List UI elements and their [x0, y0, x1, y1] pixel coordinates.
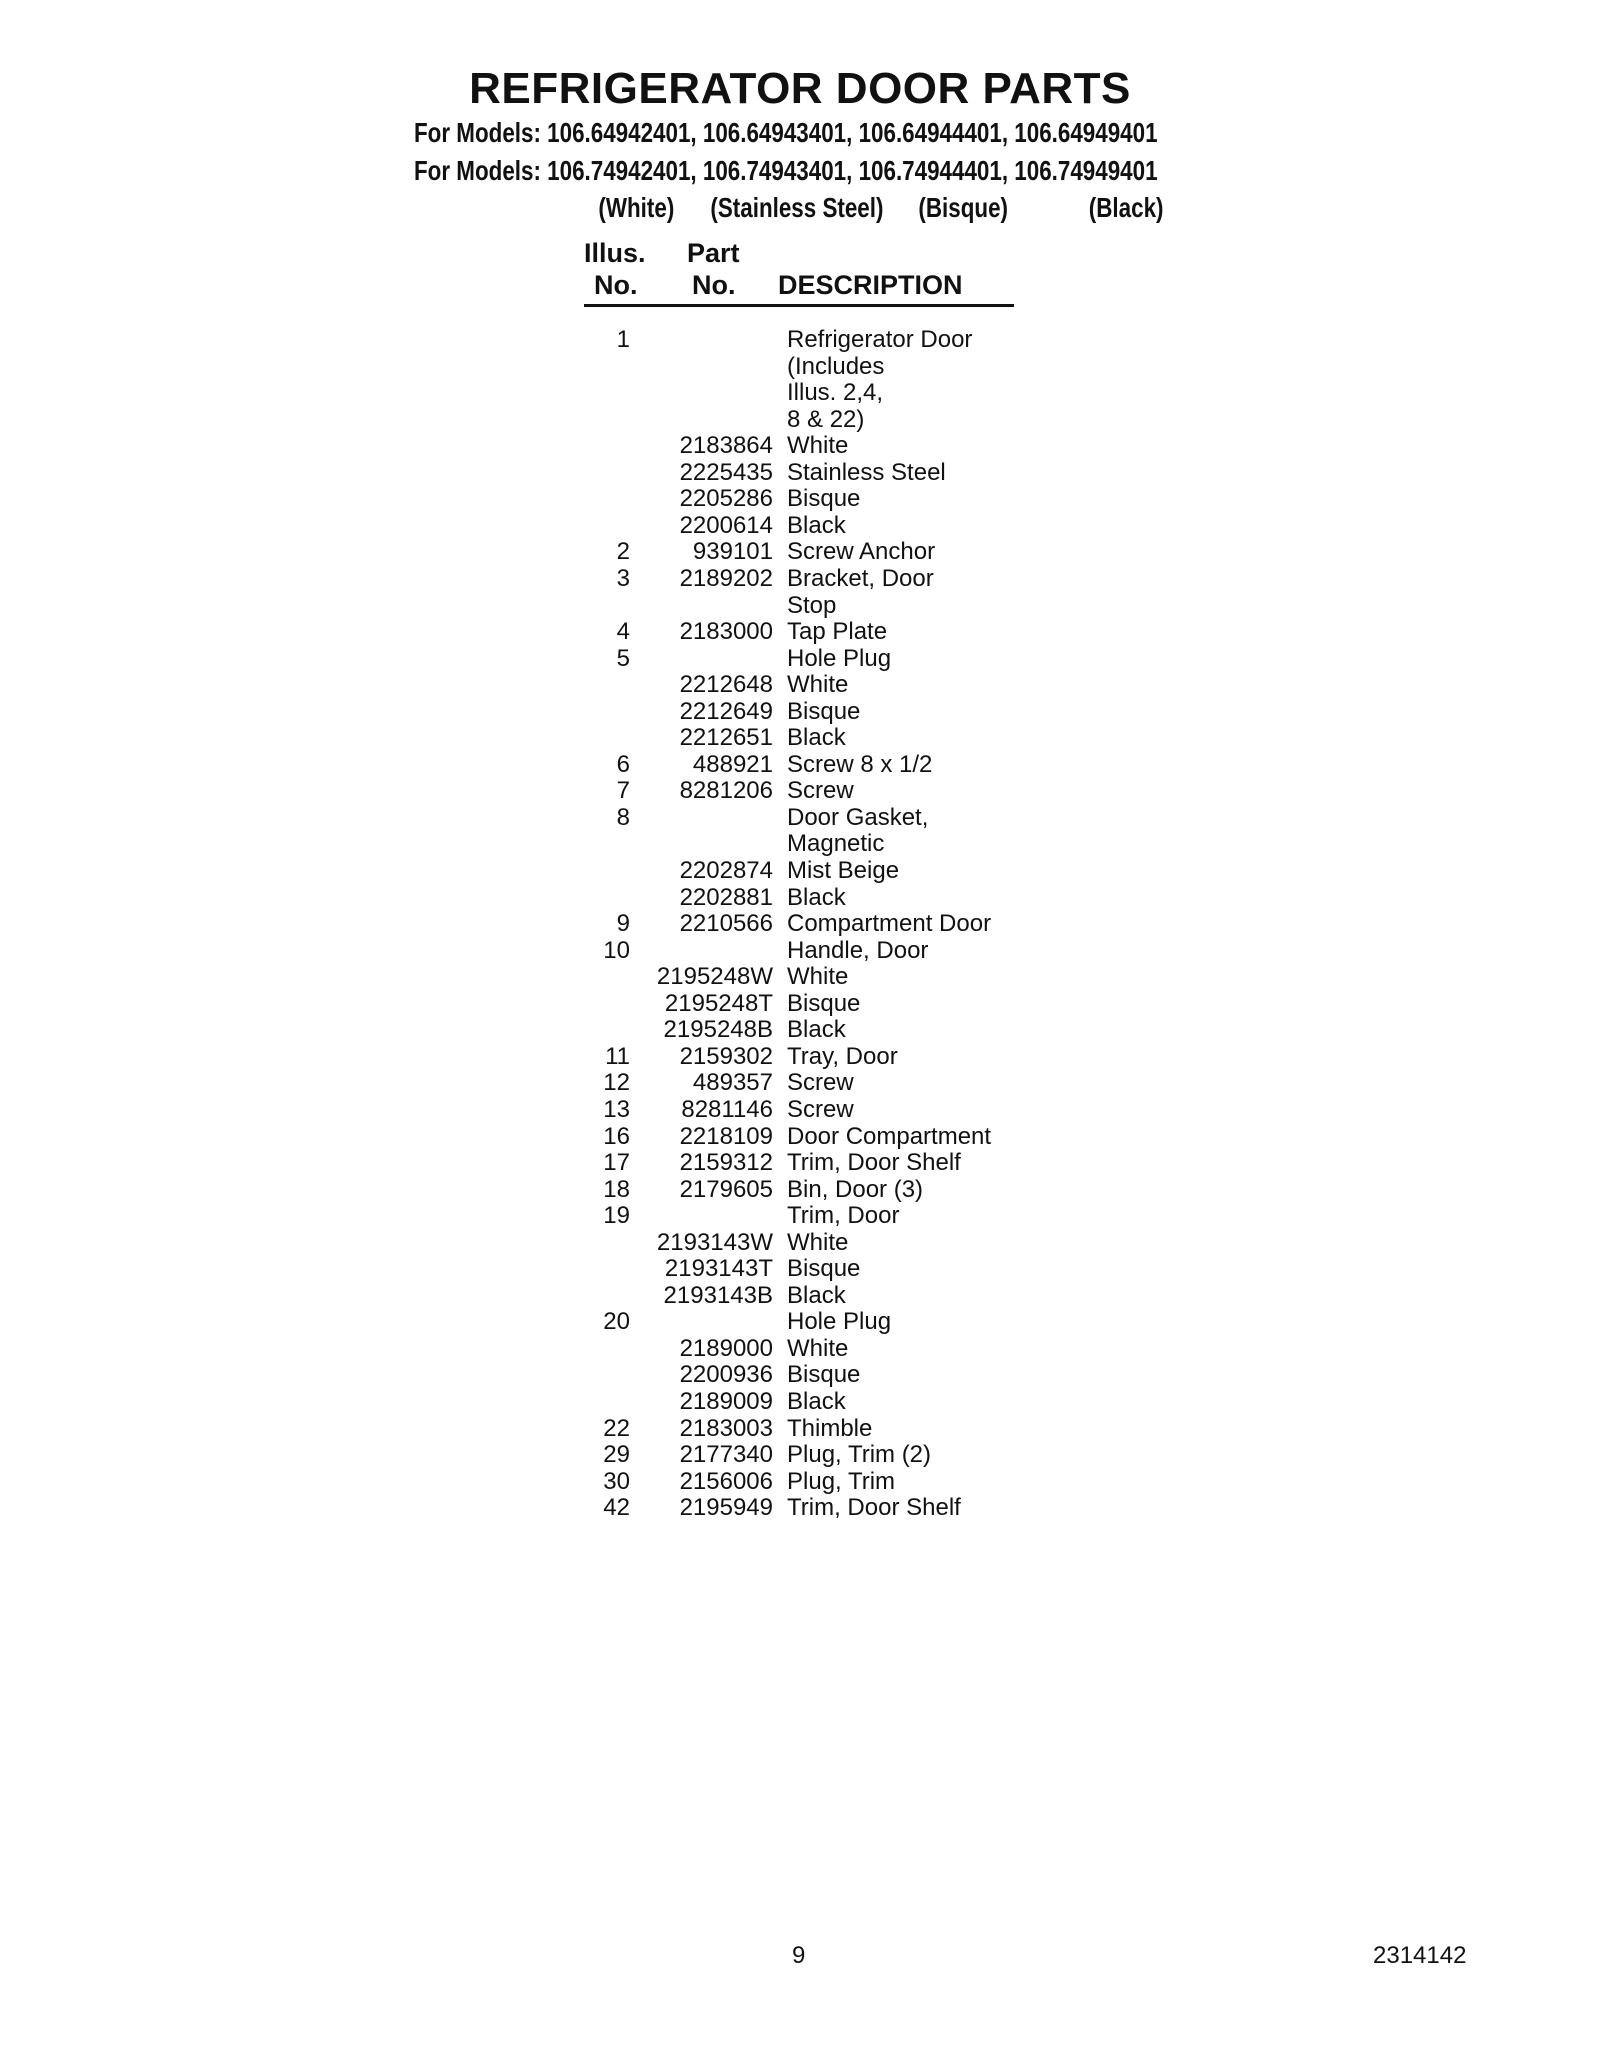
description-cell: Refrigerator Door	[787, 326, 973, 353]
part-no-cell: 2212649	[679, 697, 773, 725]
part-no-cell: 8281146	[681, 1095, 773, 1123]
table-row	[0, 1494, 1600, 1521]
table-row	[0, 1202, 1600, 1229]
part-no-cell: 2177340	[679, 1441, 773, 1469]
description-cell: Trim, Door Shelf	[787, 1149, 961, 1177]
models-line-1: For Models: 106.64942401, 106.64943401, 106.64944401, 106.64949401	[414, 117, 1158, 148]
part-no-cell: 2202874	[679, 857, 773, 884]
part-no-cell: 2195248W	[656, 963, 773, 991]
description-cell: Bisque	[787, 697, 861, 725]
table-row	[0, 990, 1600, 1017]
description-cell: Bin, Door (3)	[787, 1175, 924, 1203]
illus-no-cell: 4	[616, 618, 630, 646]
part-no-cell: 939101	[692, 538, 773, 566]
table-row	[0, 804, 1600, 831]
table-row	[0, 485, 1600, 512]
description-cell: White	[787, 1228, 849, 1256]
table-row	[0, 379, 1600, 406]
description-cell: Bisque	[787, 485, 861, 513]
table-row	[0, 884, 1600, 911]
description-cell: Bisque	[787, 1255, 861, 1283]
table-row	[0, 459, 1600, 486]
description-cell: Screw 8 x 1/2	[787, 750, 933, 778]
table-row	[0, 1388, 1600, 1415]
table-row	[0, 326, 1600, 353]
description-cell: Mist Beige	[787, 857, 900, 884]
table-row	[0, 618, 1600, 645]
description-cell: White	[787, 671, 849, 699]
illus-no-cell: 2	[616, 538, 630, 566]
header-rule	[584, 304, 1014, 307]
part-no-cell: 2212651	[679, 724, 773, 752]
part-no-cell: 2202881	[679, 883, 773, 911]
part-no-cell: 2195949	[679, 1494, 773, 1522]
description-cell: White	[787, 432, 849, 460]
illus-no-cell: 20	[603, 1308, 630, 1336]
description-cell: Tray, Door	[787, 1042, 898, 1070]
page-title: REFRIGERATOR DOOR PARTS	[469, 64, 1131, 113]
description-cell: Black	[787, 1281, 846, 1309]
illus-no-cell: 6	[616, 750, 630, 778]
table-row	[0, 937, 1600, 964]
description-cell: (Includes	[787, 352, 885, 380]
description-cell: Screw	[787, 777, 854, 805]
description-cell: Compartment Door	[787, 910, 992, 938]
description-cell: Screw Anchor	[787, 538, 936, 566]
table-row	[0, 1229, 1600, 1256]
illus-no-cell: 9	[616, 910, 630, 938]
header-part: Part	[687, 238, 740, 268]
illus-no-cell: 1	[616, 326, 630, 353]
finish-black: (Black)	[1088, 192, 1164, 223]
part-no-cell: 2200936	[679, 1361, 773, 1389]
header-part-no: No.	[692, 270, 736, 300]
part-no-cell: 2225435	[679, 458, 773, 486]
description-cell: Tap Plate	[787, 618, 888, 646]
description-cell: Plug, Trim	[787, 1467, 896, 1495]
part-no-cell: 2189009	[679, 1388, 773, 1415]
table-row	[0, 1043, 1600, 1070]
description-cell: Plug, Trim (2)	[787, 1441, 932, 1469]
illus-no-cell: 12	[603, 1069, 630, 1097]
description-cell: Screw	[787, 1095, 854, 1123]
description-cell: Black	[787, 1388, 846, 1415]
table-row	[0, 1335, 1600, 1362]
part-no-cell: 2193143W	[656, 1228, 773, 1256]
part-no-cell: 2200614	[679, 511, 773, 539]
part-no-cell: 2183000	[679, 618, 773, 646]
table-row	[0, 963, 1600, 990]
description-cell: Stainless Steel	[787, 458, 946, 486]
illus-no-cell: 13	[603, 1095, 630, 1123]
table-row	[0, 671, 1600, 698]
description-cell: Illus. 2,4,	[787, 379, 884, 407]
description-cell: Trim, Door	[787, 1202, 900, 1230]
part-no-cell: 2212648	[679, 671, 773, 699]
illus-no-cell: 3	[616, 564, 630, 592]
models-line-2: For Models: 106.74942401, 106.74943401, 106.74944401, 106.74949401	[414, 155, 1158, 186]
table-row	[0, 1096, 1600, 1123]
description-cell: Door Compartment	[787, 1122, 992, 1150]
table-row	[0, 1016, 1600, 1043]
part-no-cell: 2193143T	[664, 1255, 773, 1283]
part-no-cell: 2195248T	[664, 989, 773, 1017]
table-row	[0, 406, 1600, 433]
table-row	[0, 432, 1600, 459]
table-row	[0, 1361, 1600, 1388]
description-cell: Black	[787, 1016, 846, 1044]
table-row	[0, 1468, 1600, 1495]
part-no-cell: 2195248B	[663, 1016, 773, 1044]
description-cell: Black	[787, 511, 846, 539]
description-cell: Bisque	[787, 989, 861, 1017]
table-row	[0, 830, 1600, 857]
part-no-cell: 2156006	[679, 1467, 773, 1495]
illus-no-cell: 11	[605, 1042, 630, 1070]
description-cell: 8 & 22)	[787, 405, 865, 433]
header-description: DESCRIPTION	[778, 270, 963, 300]
illus-no-cell: 16	[603, 1122, 630, 1150]
illus-no-cell: 7	[616, 777, 630, 805]
description-cell: Hole Plug	[787, 1308, 892, 1336]
table-row	[0, 1308, 1600, 1335]
part-no-cell: 2210566	[679, 910, 773, 938]
illus-no-cell: 19	[603, 1202, 630, 1230]
illus-no-cell: 22	[603, 1414, 630, 1442]
description-cell: Black	[787, 883, 846, 911]
illus-no-cell: 29	[603, 1441, 630, 1469]
part-no-cell: 489357	[692, 1069, 773, 1097]
illus-no-cell: 5	[616, 644, 630, 672]
part-no-cell: 2189000	[679, 1334, 773, 1362]
description-cell: White	[787, 963, 849, 991]
table-row	[0, 1415, 1600, 1442]
part-no-cell: 2189202	[679, 564, 773, 592]
table-row	[0, 910, 1600, 937]
part-no-cell: 2193143B	[663, 1281, 773, 1309]
description-cell: Stop	[787, 591, 837, 619]
document-number: 2314142	[1373, 1942, 1467, 1969]
description-cell: Handle, Door	[787, 936, 929, 964]
table-row	[0, 751, 1600, 778]
table-row	[0, 1149, 1600, 1176]
header-illus: Illus.	[584, 238, 646, 268]
table-row	[0, 538, 1600, 565]
part-no-cell: 8281206	[679, 777, 773, 805]
table-row	[0, 857, 1600, 884]
table-row	[0, 1176, 1600, 1203]
illus-no-cell: 17	[603, 1149, 630, 1177]
finish-white: (White)	[598, 192, 675, 223]
description-cell: Trim, Door Shelf	[787, 1494, 961, 1522]
illus-no-cell: 8	[616, 803, 630, 831]
table-row	[0, 1282, 1600, 1309]
table-row	[0, 592, 1600, 619]
part-no-cell: 2183003	[679, 1414, 773, 1442]
table-row	[0, 1069, 1600, 1096]
description-cell: White	[787, 1334, 849, 1362]
description-cell: Screw	[787, 1069, 854, 1097]
illus-no-cell: 30	[603, 1467, 630, 1495]
part-no-cell: 2159302	[679, 1042, 773, 1070]
part-no-cell: 2159312	[679, 1149, 773, 1177]
description-cell: Magnetic	[787, 830, 885, 858]
table-row	[0, 1123, 1600, 1150]
table-row	[0, 698, 1600, 725]
illus-no-cell: 42	[603, 1494, 630, 1522]
table-row	[0, 1441, 1600, 1468]
finish-bisque: (Bisque)	[918, 192, 1008, 223]
table-row	[0, 512, 1600, 539]
description-cell: Door Gasket,	[787, 803, 929, 831]
part-no-cell: 488921	[692, 750, 773, 778]
description-cell: Bracket, Door	[787, 564, 934, 592]
table-row	[0, 565, 1600, 592]
table-row	[0, 724, 1600, 751]
illus-no-cell: 18	[603, 1175, 630, 1203]
part-no-cell: 2205286	[679, 485, 773, 513]
page-number: 9	[792, 1942, 806, 1969]
description-cell: Black	[787, 724, 846, 752]
illus-no-cell: 10	[603, 936, 630, 964]
table-row	[0, 1255, 1600, 1282]
description-cell: Thimble	[787, 1414, 873, 1442]
description-cell: Bisque	[787, 1361, 861, 1389]
table-row	[0, 777, 1600, 804]
header-illus-no: No.	[594, 270, 638, 300]
table-row	[0, 353, 1600, 380]
table-row	[0, 645, 1600, 672]
description-cell: Hole Plug	[787, 644, 892, 672]
part-no-cell: 2218109	[679, 1122, 773, 1150]
finish-stainless-steel: (Stainless Steel)	[710, 192, 884, 223]
part-no-cell: 2183864	[679, 432, 773, 460]
part-no-cell: 2179605	[679, 1175, 773, 1203]
